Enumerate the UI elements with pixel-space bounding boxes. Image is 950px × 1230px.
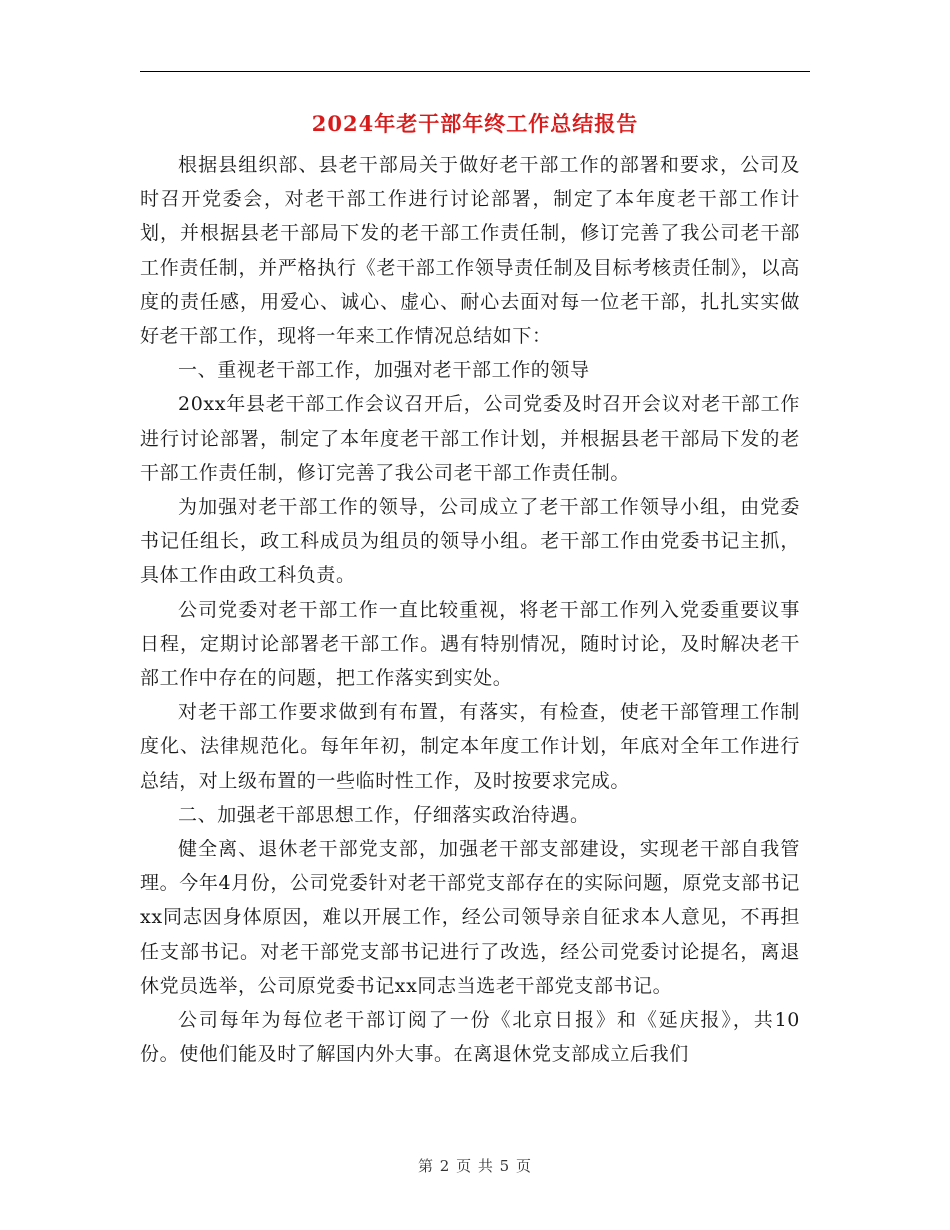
paragraph: 根据县组织部、县老干部局关于做好老干部工作的部署和要求，公司及时召开党委会，对老干部工作进行讨论部署，制定了本年度老干部工作计划，并根据县老干部局下发的老干部工作责任制，修订完善了我公司老干部工作责任制，并严格执行《老干部工作领导责任制及目标考核责任制》，以高度的责任感，用爱心、诚心、虚心、耐心去面对每一位老干部，扎扎实实做好老干部工作，现将一年来工作情况总结如下： <box>140 154 800 348</box>
paragraph: 为加强对老干部工作的领导，公司成立了老干部工作领导小组，由党委书记任组长，政工科成员为组员的领导小组。老干部工作由党委书记主抓，具体工作由政工科负责。 <box>140 496 800 587</box>
header-rule <box>140 71 810 72</box>
section-heading: 二、加强老干部思想工作，仔细落实政治待遇。 <box>178 803 590 826</box>
document-title: 2024年老干部年终工作总结报告 <box>311 111 639 136</box>
paragraph: 公司每年为每位老干部订阅了一份《北京日报》和《延庆报》，共10份。使他们能及时了解国内外大事。在离退休党支部成立后我们 <box>140 1009 800 1066</box>
document-body <box>140 148 800 1071</box>
paragraph: 对老干部工作要求做到有布置，有落实，有检查，使老干部管理工作制度化、法律规范化。每年年初，制定本年度工作计划，年底对全年工作进行总结，对上级布置的一些临时性工作，及时按要求完成。 <box>140 701 800 792</box>
section-heading: 一、重视老干部工作，加强对老干部工作的领导 <box>178 359 590 382</box>
paragraph: 健全离、退休老干部党支部，加强老干部支部建设，实现老干部自我管理。今年4月份，公司党委针对老干部党支部存在的实际问题，原党支部书记xx同志因身体原因，难以开展工作，经公司领导亲自征求本人意见，不再担任支部书记。对老干部党支部书记进行了改选，经公司党委讨论提名，离退休党员选举，公司原党委书记xx同志当选老干部党支部书记。 <box>140 838 800 997</box>
page-number-footer: 第 2 页 共 5 页 <box>418 1157 532 1175</box>
paragraph: 公司党委对老干部工作一直比较重视，将老干部工作列入党委重要议事日程，定期讨论部署老干部工作。遇有特别情况，随时讨论，及时解决老干部工作中存在的问题，把工作落实到实处。 <box>140 598 800 690</box>
paragraph: 20xx年县老干部工作会议召开后，公司党委及时召开会议对老干部工作进行讨论部署，制定了本年度老干部工作计划，并根据县老干部局下发的老干部工作责任制，修订完善了我公司老干部工作责任制。 <box>140 393 800 484</box>
